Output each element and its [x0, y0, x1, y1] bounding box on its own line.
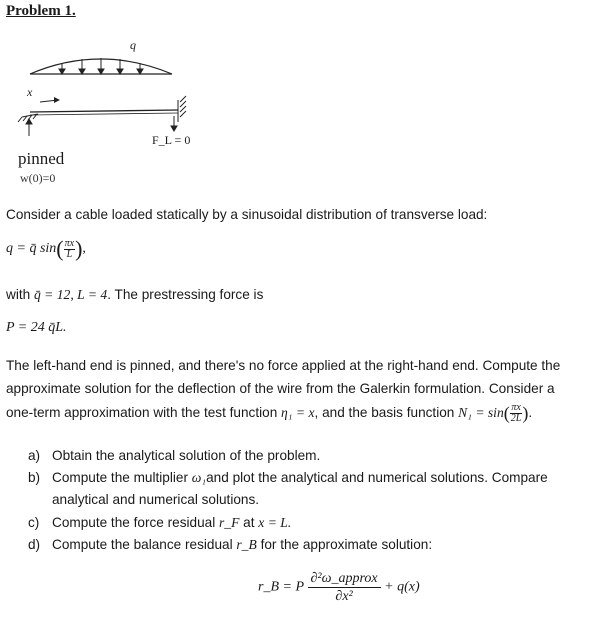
load-eq-fraction: $\frac{\pi x}{L}$ [64, 237, 75, 260]
force-equation: P = 24 q̄L. [6, 320, 67, 335]
right-end-support [171, 96, 186, 131]
load-equation: q = q̄ sin( $\frac{\pi x}{L}$ ), [6, 236, 86, 261]
problem-title: Problem 1. [6, 3, 76, 19]
task-b-continued: analytical and numerical solutions. [52, 492, 260, 507]
cable-line [30, 110, 178, 112]
load-arrows [59, 58, 143, 74]
body-line-3: one-term approximation with the test function η₁ = x, and the basis function N₁ = sin( $\frac{\pi x}{2L}$ ). [6, 402, 533, 424]
test-function: η₁ = x [281, 405, 315, 421]
support-label: pinned [18, 149, 65, 168]
residual-equation: r_B = P $\frac{\text{∂²ω\_approx}}{\text{∂x²}}$ + q(x) [258, 571, 420, 604]
body-line-2: approximate solution for the deflection of the wire from the Galerkin formulation. Consider a [6, 381, 555, 396]
load-label: q [130, 38, 136, 52]
axis-label: x [27, 85, 33, 99]
task-b: b) Compute the multiplier ω₁and plot the analytical and numerical solutions. Compare [28, 470, 548, 485]
task-d: d) Compute the balance residual r_B for the approximate solution: [28, 537, 433, 552]
params-line: with q̄ = 12, L = 4. The prestressing force is [6, 287, 264, 302]
task-a: a) Obtain the analytical solution of the problem. [28, 448, 321, 463]
pinned-support [18, 114, 38, 136]
basis-function: N₁ = sin [458, 405, 504, 421]
boundary-condition-label: w(0)=0 [20, 171, 56, 185]
residual-fraction: $\frac{\text{∂²ω\_approx}}{\text{∂x²}}$ [308, 570, 381, 605]
params-values: q̄ = 12, L = 4 [33, 287, 108, 302]
load-eq-lhs: q = q̄ sin [6, 241, 57, 257]
intro-text: Consider a cable loaded statically by a sinusoidal distribution of transverse load: [6, 207, 488, 222]
basis-fraction: $\frac{\pi x}{2L}$ [510, 402, 522, 424]
body-line-1: The left-hand end is pinned, and there's no force applied at the right-hand end. Compute the [6, 358, 561, 373]
task-c: c) Compute the force residual r_F at x = L. [28, 515, 292, 530]
force-label: F_L = 0 [152, 133, 191, 147]
